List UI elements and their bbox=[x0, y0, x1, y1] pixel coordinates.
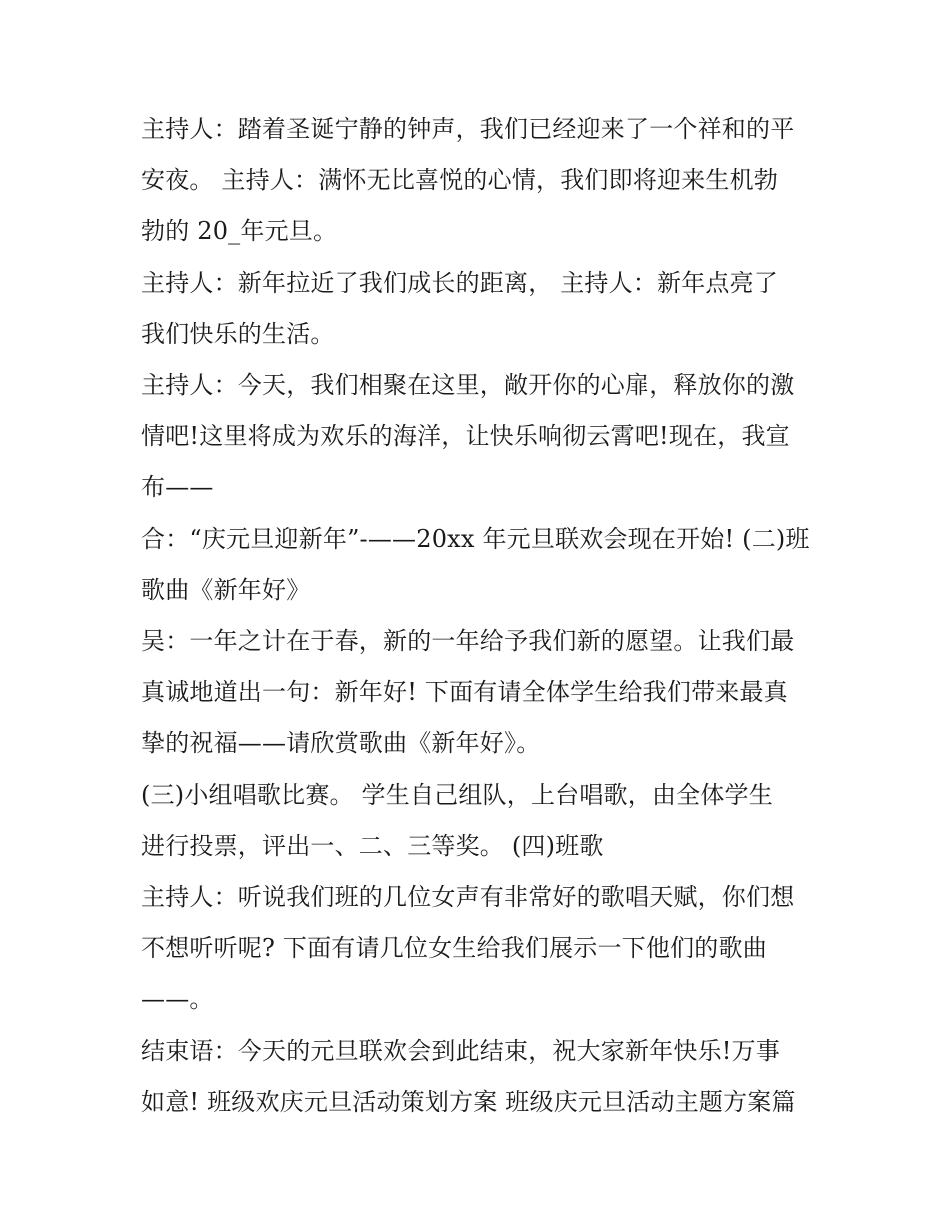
document-body bbox=[141, 104, 821, 1128]
text-line: 主持人：今天，我们相聚在这里，敞开你的心扉，释放你的激 bbox=[141, 371, 795, 400]
text-line: 主持人：新年拉近了我们成长的距离， 主持人：新年点亮了 bbox=[141, 268, 779, 297]
text-line: 真诚地道出一句：新年好! 下面有请全体学生给我们带来最真 bbox=[141, 678, 788, 707]
text-line: ——。 bbox=[141, 985, 214, 1014]
text-line: 我们快乐的生活。 bbox=[141, 319, 335, 348]
text-line: 主持人：踏着圣诞宁静的钟声，我们已经迎来了一个祥和的平 bbox=[141, 115, 795, 143]
text-line: 进行投票，评出一、二、三等奖。 (四)班歌 bbox=[141, 831, 604, 860]
text-line: 主持人：听说我们班的几位女声有非常好的歌唱天赋，你们想 bbox=[141, 883, 795, 912]
text-line: 情吧!这里将成为欢乐的海洋，让快乐响彻云霄吧!现在，我宣 bbox=[141, 422, 790, 451]
text-line: 挚的祝福——请欣赏歌曲《新年好》。 bbox=[141, 729, 541, 758]
text-line: (三)小组唱歌比赛。 学生自己组队，上台唱歌，由全体学生 bbox=[141, 780, 773, 809]
text-line: 布—— bbox=[141, 473, 214, 502]
text-line: 合：“庆元旦迎新年”-——20xx 年元旦联欢会现在开始! (二)班 bbox=[141, 524, 810, 553]
text-line: 吴：一年之计在于春，新的一年给予我们新的愿望。让我们最 bbox=[141, 627, 795, 656]
text-line: 如意! 班级欢庆元旦活动策划方案 班级庆元旦活动主题方案篇 bbox=[141, 1087, 796, 1116]
text-line: 歌曲《新年好》 bbox=[141, 575, 311, 604]
text-line: 结束语：今天的元旦联欢会到此结束，祝大家新年快乐!万事 bbox=[141, 1036, 781, 1065]
text-line: 勃的 20_年元旦。 bbox=[141, 217, 338, 246]
text-line: 不想听听呢? 下面有请几位女生给我们展示一下他们的歌曲 bbox=[141, 934, 767, 963]
text-line: 安夜。 主持人：满怀无比喜悦的心情，我们即将迎来生机勃 bbox=[141, 166, 779, 195]
